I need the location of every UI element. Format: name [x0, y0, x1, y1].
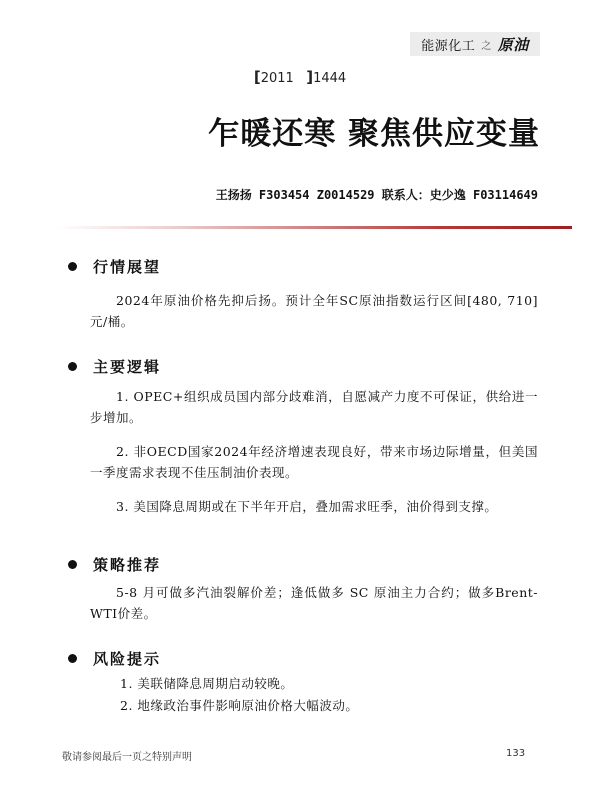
doc-year: 2011	[260, 71, 294, 86]
bullet-dot-icon	[68, 362, 77, 371]
header-category: 能源化工	[421, 38, 476, 54]
header-separator: 之	[481, 40, 492, 52]
list-item: 2. 地缘政治事件影响原油价格大幅波动。	[120, 698, 359, 713]
section-title-text: 风险提示	[93, 649, 162, 668]
section-title	[68, 648, 538, 668]
section-title-text: 策略推荐	[93, 555, 162, 574]
page-title: 乍暖还寒 聚焦供应变量	[208, 116, 540, 152]
footer-disclaimer: 敬请参阅最后一页之特别声明	[62, 752, 192, 763]
section-title-text: 行情展望	[93, 257, 162, 276]
section-title	[68, 554, 538, 574]
section-logic	[68, 356, 538, 517]
section-strategy	[68, 554, 538, 624]
bullet-dot-icon	[68, 262, 77, 271]
paragraph: 5-8 月可做多汽油裂解价差；逢低做多 SC 原油主力合约；做多Brent-WTI价差。	[90, 585, 538, 621]
section-title	[68, 256, 538, 276]
doc-code: 1444	[313, 71, 347, 86]
page-number: 133	[506, 748, 526, 759]
header-tag	[410, 32, 540, 56]
section-title-text: 主要逻辑	[93, 357, 162, 376]
section-title	[68, 356, 538, 376]
section-risk	[68, 648, 538, 717]
paragraph: 2024年原油价格先抑后扬。预计全年SC原油指数运行区间[480, 710]元/桶。	[90, 293, 538, 329]
paragraph: 2. 非OECD国家2024年经济增速表现良好，带来市场边际增量，但美国一季度需求表现不佳压制油价表现。	[90, 444, 538, 480]
doc-bracket-close: ]	[306, 68, 314, 86]
document-number	[0, 68, 600, 86]
authors-line: 王扬扬 F303454 Z0014529 联系人：史少逸 F03114649	[215, 188, 538, 202]
paragraph: 3. 美国降息周期或在下半年开启，叠加需求旺季，油价得到支撑。	[116, 499, 498, 514]
list-item: 1. 美联储降息周期启动较晚。	[120, 676, 294, 691]
section-outlook	[68, 256, 538, 332]
bullet-dot-icon	[68, 560, 77, 569]
header-product: 原油	[497, 35, 529, 54]
doc-bracket-open: [	[253, 68, 261, 86]
header-divider	[55, 226, 572, 229]
paragraph: 1. OPEC+组织成员国内部分歧难消，自愿减产力度不可保证，供给进一步增加。	[90, 389, 538, 425]
bullet-dot-icon	[68, 654, 77, 663]
